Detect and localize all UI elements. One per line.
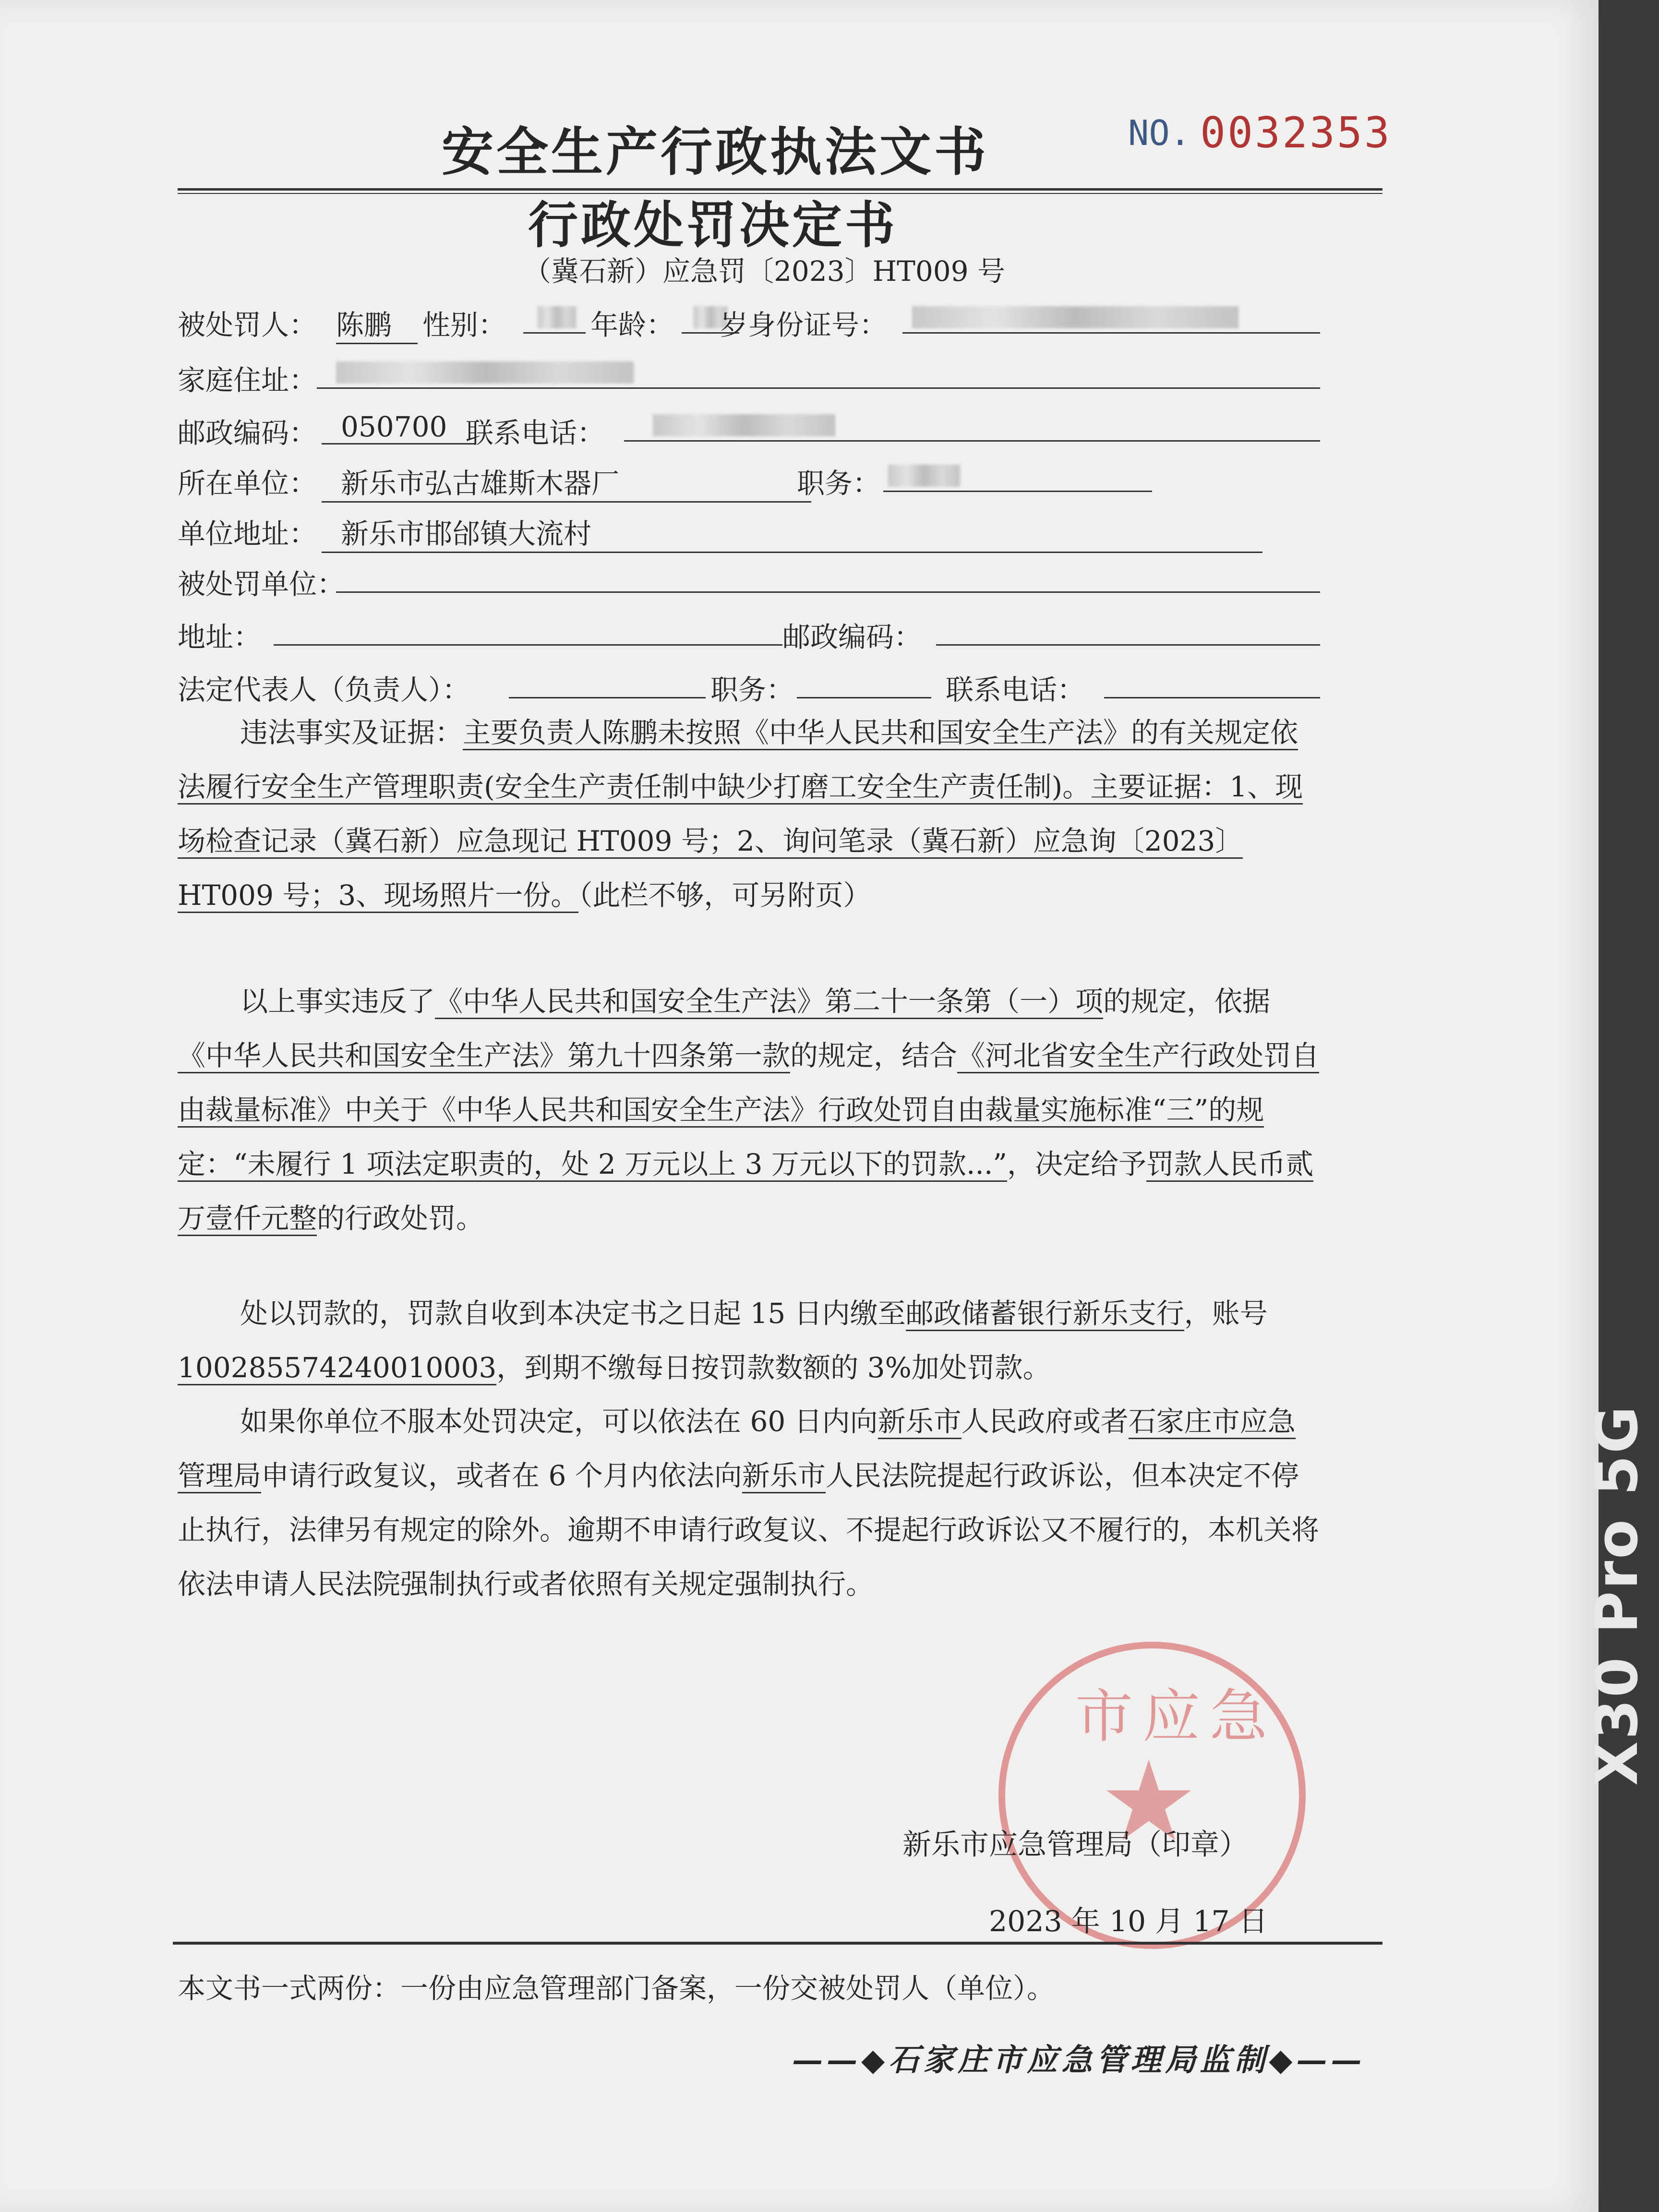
p2-text-c: 的规定，结合 bbox=[790, 1039, 958, 1072]
printed-by: ——◆石家庄市应急管理局监制◆—— bbox=[792, 2042, 1366, 2078]
document-number: （冀石新）应急罚〔2023〕HT009 号 bbox=[523, 255, 1006, 288]
punished-person-label: 被处罚人： bbox=[178, 309, 317, 341]
row-punished-unit bbox=[178, 562, 1320, 600]
camera-watermark: X30 Pro 5G bbox=[1584, 1404, 1651, 1786]
appeal-paragraph bbox=[178, 1395, 1320, 1611]
facts-text: 主要负责人陈鹏未按照《中华人民共和国安全生产法》的有关规定依法履行安全生产管理职责(安全生产责任制中缺少打磨工安全生产责任制)。主要证据：1、现场检查记录（冀石新）应急现记 HT009 号；2、询问笔录（冀石新）应急询〔2023〕HT009 号；3、现场照片一份。 bbox=[178, 716, 1303, 913]
postcode-value: 050700 bbox=[322, 410, 475, 445]
address-value bbox=[274, 614, 782, 646]
unit-postcode-label: 邮政编码： bbox=[782, 621, 922, 653]
payment-paragraph bbox=[178, 1286, 1320, 1395]
applied-law: 《中华人民共和国安全生产法》第九十四条第一款 bbox=[178, 1039, 790, 1073]
seal-text: 市应急 bbox=[1075, 1683, 1277, 1750]
gender-label: 性别： bbox=[422, 309, 506, 341]
row-employer bbox=[178, 461, 1320, 499]
p4-text-a: 如果你单位不服本处罚决定，可以依法在 60 日内向 bbox=[240, 1405, 878, 1438]
legal-rep-phone-label: 联系电话： bbox=[946, 673, 1085, 706]
issue-date: 2023 年 10 月 17 日 bbox=[989, 1905, 1268, 1938]
p2-text-b: 的规定，依据 bbox=[1103, 985, 1271, 1018]
row-employer-address bbox=[178, 511, 1320, 550]
p3-text-a: 处以罚款的，罚款自收到本决定书之日起 15 日内缴至 bbox=[240, 1297, 906, 1330]
issuing-authority: 新乐市应急管理局（印章） bbox=[902, 1828, 1248, 1862]
position-label: 职务： bbox=[797, 467, 881, 500]
litigation-court: 新乐市 bbox=[742, 1459, 826, 1493]
p3-text-c: ，到期不缴每日按罚款数额的 3%加处罚款。 bbox=[496, 1351, 1051, 1384]
copies-note: 本文书一式两份：一份由应急管理部门备案，一份交被处罚人（单位）。 bbox=[178, 1972, 1055, 2005]
row-home-address bbox=[178, 358, 1320, 396]
id-number-label: 岁身份证号： bbox=[720, 309, 888, 341]
footer-rule bbox=[173, 1942, 1382, 1945]
gender-value bbox=[523, 302, 586, 334]
punished-unit-label: 被处罚单位： bbox=[178, 568, 345, 601]
legal-rep-position-value bbox=[797, 667, 931, 698]
p4-text-d: 人民法院提起行政诉讼，但本决定不停止执行，法律另有规定的除外。逾期不申请行政复议、不提起行政诉讼又不履行的，本机关将依法申请人民法院强制执行或者依照有关规定强制执行。 bbox=[178, 1459, 1320, 1600]
phone-value bbox=[624, 410, 1320, 442]
id-number-value bbox=[902, 302, 1320, 334]
p2-text-d: ，决定给予 bbox=[1007, 1148, 1146, 1180]
employer-address-value: 新乐市邯邰镇大流村 bbox=[322, 511, 1262, 553]
facts-note: （此栏不够，可另附页） bbox=[578, 879, 871, 912]
review-bureau: 石家庄市应急管理局 bbox=[178, 1405, 1296, 1493]
document-subtitle: 行政处罚决定书 bbox=[528, 195, 898, 254]
legal-rep-label: 法定代表人（负责人）： bbox=[178, 673, 470, 706]
legal-rep-phone-value bbox=[1104, 667, 1320, 698]
discretion-standard: 《河北省安全生产行政处罚自由裁量标准》中关于《中华人民共和国安全生产法》行政处罚自由裁量实施标准“三”的规定：“未履行 1 项法定职责的，处 2 万元以上 3 万元以下的罚款...” bbox=[178, 1039, 1319, 1182]
row-unit-address bbox=[178, 614, 1320, 653]
account-number: 100285574240010003 bbox=[178, 1351, 496, 1385]
employer-label: 所在单位： bbox=[178, 467, 317, 500]
legal-basis-paragraph bbox=[178, 974, 1320, 1246]
employer-value: 新乐市弘古雄斯木器厂 bbox=[322, 461, 811, 503]
violated-law: 《中华人民共和国安全生产法》第二十一条第（一）项 bbox=[435, 985, 1103, 1019]
punished-unit-value bbox=[336, 562, 1320, 593]
position-value bbox=[883, 461, 1152, 492]
age-label: 年龄： bbox=[590, 309, 674, 341]
phone-label: 联系电话： bbox=[466, 417, 605, 449]
p4-text-b: 人民政府或者 bbox=[961, 1405, 1129, 1438]
facts-label: 违法事实及证据： bbox=[240, 716, 463, 749]
penalty-amount: 罚款人民币贰万壹仟元整 bbox=[178, 1148, 1313, 1236]
home-address-value bbox=[317, 358, 1320, 389]
row-punished-person bbox=[178, 302, 1320, 341]
p4-text-c: 申请行政复议，或者在 6 个月内依法向 bbox=[261, 1459, 742, 1492]
review-government: 新乐市 bbox=[878, 1405, 962, 1439]
legal-rep-value bbox=[509, 667, 706, 698]
seal-star-icon: ★ bbox=[1099, 1738, 1199, 1866]
punished-person-value: 陈鹏 bbox=[336, 302, 418, 344]
facts-paragraph bbox=[178, 706, 1320, 923]
unit-postcode-value bbox=[936, 614, 1320, 646]
home-address-label: 家庭住址： bbox=[178, 364, 317, 397]
employer-address-label: 单位地址： bbox=[178, 517, 317, 550]
serial-label: NO. bbox=[1128, 113, 1191, 153]
p3-text-b: ，账号 bbox=[1184, 1297, 1268, 1330]
serial-number: 0032353 bbox=[1200, 108, 1392, 157]
p2-text-e: 的行政处罚。 bbox=[317, 1202, 484, 1235]
document-title: 安全生产行政执法文书 bbox=[442, 122, 989, 182]
legal-rep-position-label: 职务： bbox=[710, 673, 794, 706]
row-postcode bbox=[178, 410, 1320, 449]
payment-bank: 邮政储蓄银行新乐支行 bbox=[906, 1297, 1184, 1331]
p2-text-a: 以上事实违反了 bbox=[240, 985, 435, 1018]
address-label: 地址： bbox=[178, 621, 262, 653]
row-legal-rep bbox=[178, 667, 1320, 706]
postcode-label: 邮政编码： bbox=[178, 417, 317, 449]
